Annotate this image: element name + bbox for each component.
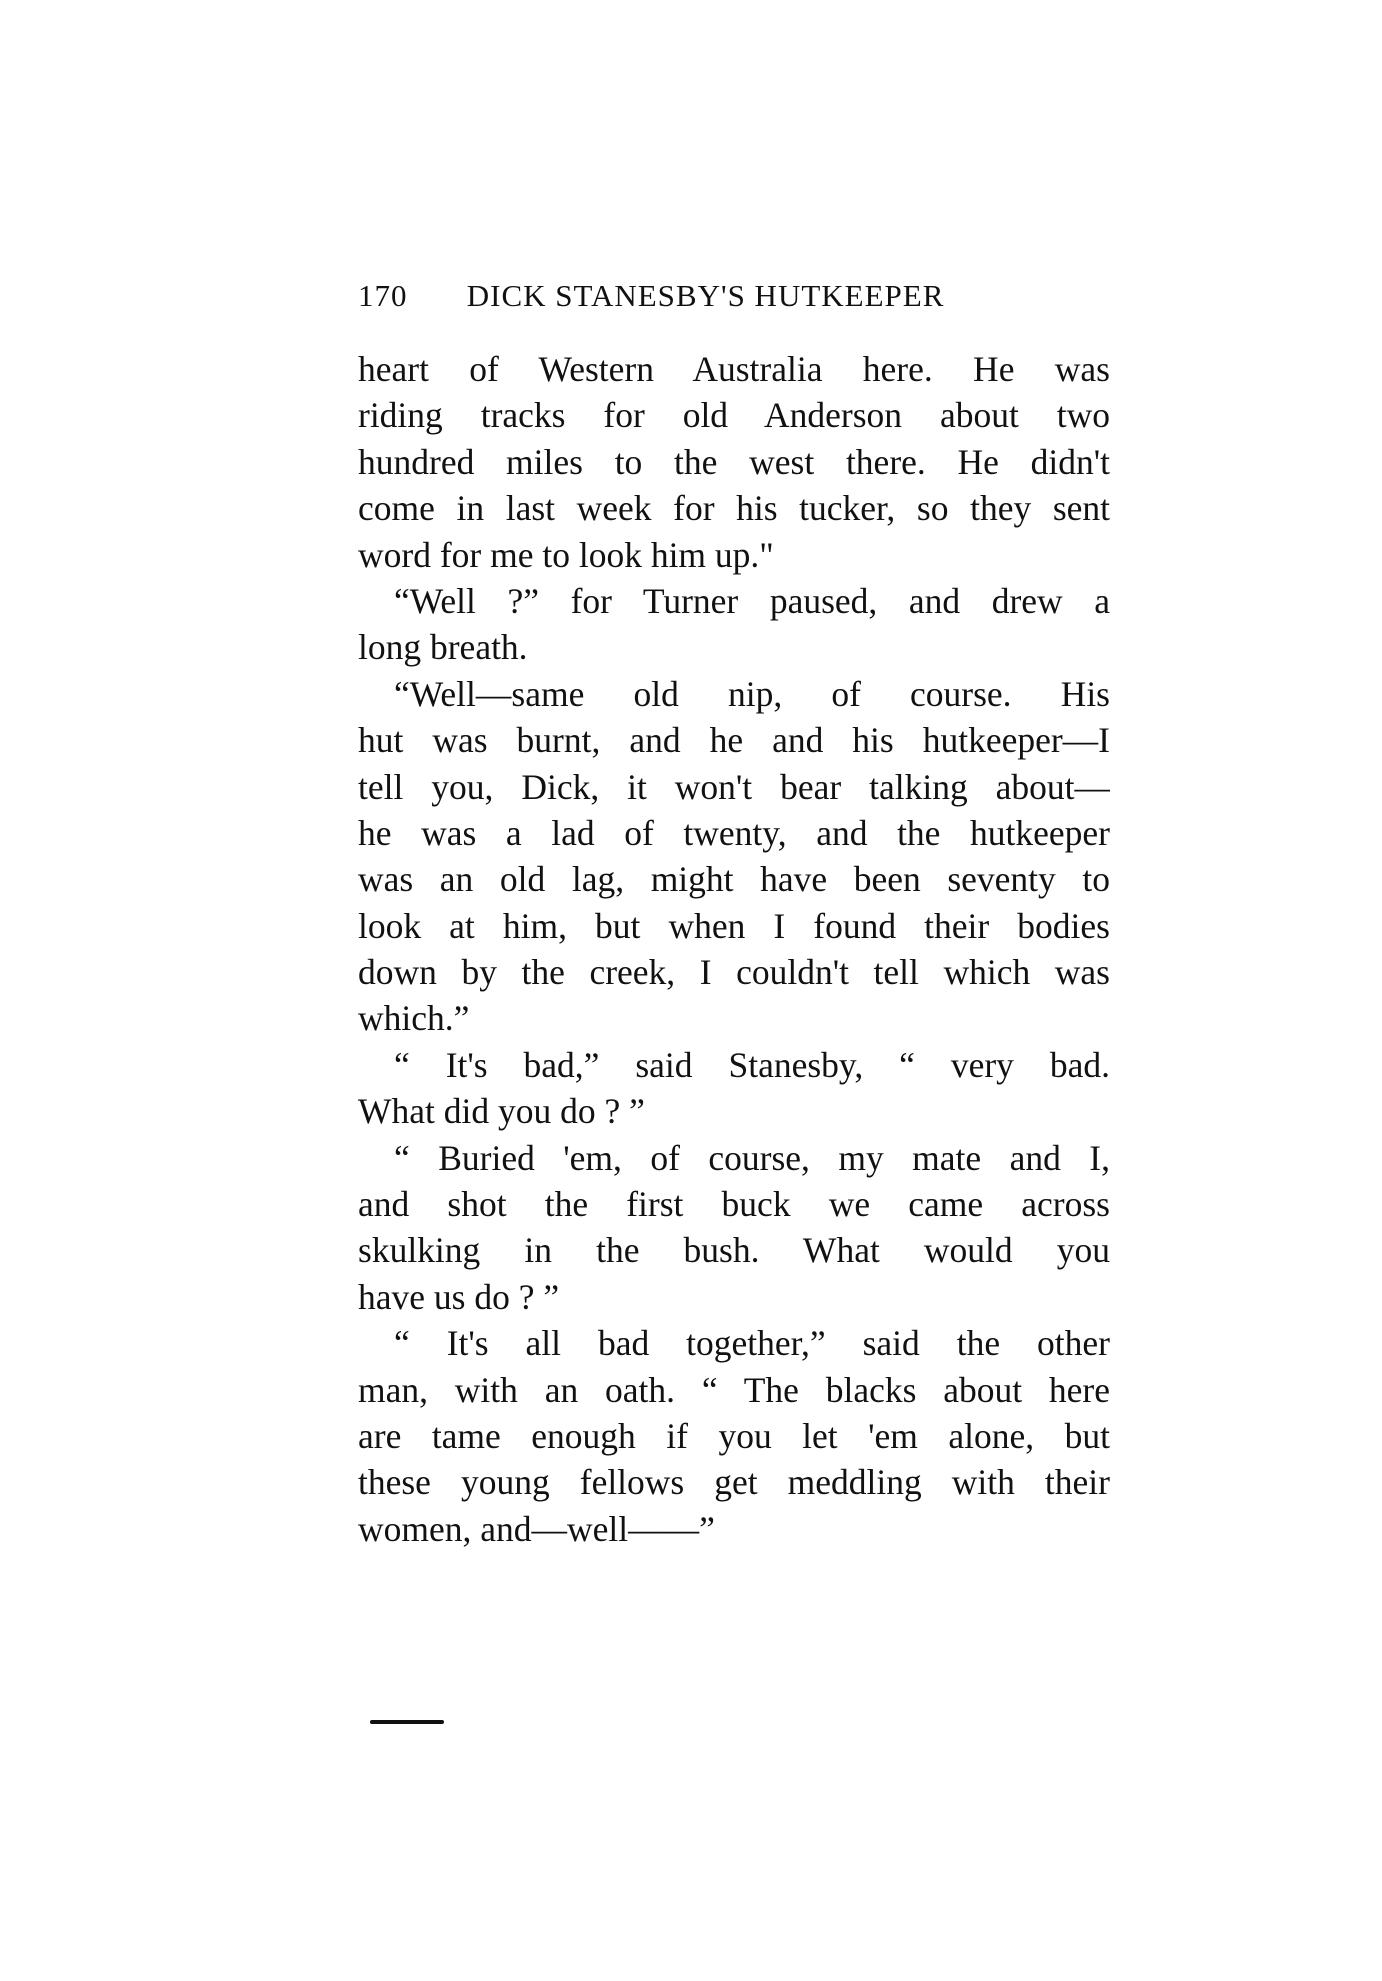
page-header	[358, 278, 1118, 322]
text-line: have us do ? ”	[358, 1276, 560, 1317]
text-line: and shot the first buck we came across	[358, 1184, 1110, 1225]
text-line: heart of Western Australia here. He was	[358, 349, 1110, 389]
page-number: 170	[358, 278, 408, 313]
text-line: are tame enough if you let 'em alone, but	[358, 1415, 1110, 1456]
text-line: look at him, but when I found their bodies	[358, 905, 1110, 946]
text-line: word for me to look him up."	[358, 534, 774, 575]
text-line: hut was burnt, and he and his hutkeeper—I	[358, 720, 1110, 761]
text-line: was an old lag, might have been seventy to	[358, 859, 1110, 900]
text-line: What did you do ? ”	[358, 1091, 645, 1132]
text-line: “ Buried 'em, of course, my mate and I,	[394, 1137, 1110, 1178]
text-line: hundred miles to the west there. He didn't	[358, 441, 1110, 482]
text-line: “Well ?” for Turner paused, and drew a	[394, 580, 1110, 621]
text-line: come in last week for his tucker, so they sent	[358, 488, 1110, 529]
text-line: riding tracks for old Anderson about two	[358, 395, 1110, 436]
text-line: “ It's all bad together,” said the other	[394, 1323, 1110, 1364]
text-line: tell you, Dick, it won't bear talking about—	[358, 766, 1110, 807]
text-line: skulking in the bush. What would you	[358, 1230, 1110, 1271]
text-line: these young fellows get meddling with their	[358, 1462, 1110, 1503]
text-line: long breath.	[358, 627, 528, 668]
text-line: “ It's bad,” said Stanesby, “ very bad.	[394, 1044, 1110, 1085]
text-line: women, and—well——”	[358, 1508, 715, 1549]
body-text	[358, 346, 1110, 1552]
text-line: he was a lad of twenty, and the hutkeeper	[358, 812, 1110, 853]
running-title: DICK STANESBY'S HUTKEEPER	[466, 278, 945, 313]
text-line: “Well—same old nip, of course. His	[394, 673, 1110, 714]
text-line: man, with an oath. “ The blacks about here	[358, 1369, 1110, 1410]
text-line: which.”	[358, 998, 470, 1039]
text-line: down by the creek, I couldn't tell which was	[358, 952, 1110, 993]
printer-dash-mark	[370, 1720, 444, 1724]
